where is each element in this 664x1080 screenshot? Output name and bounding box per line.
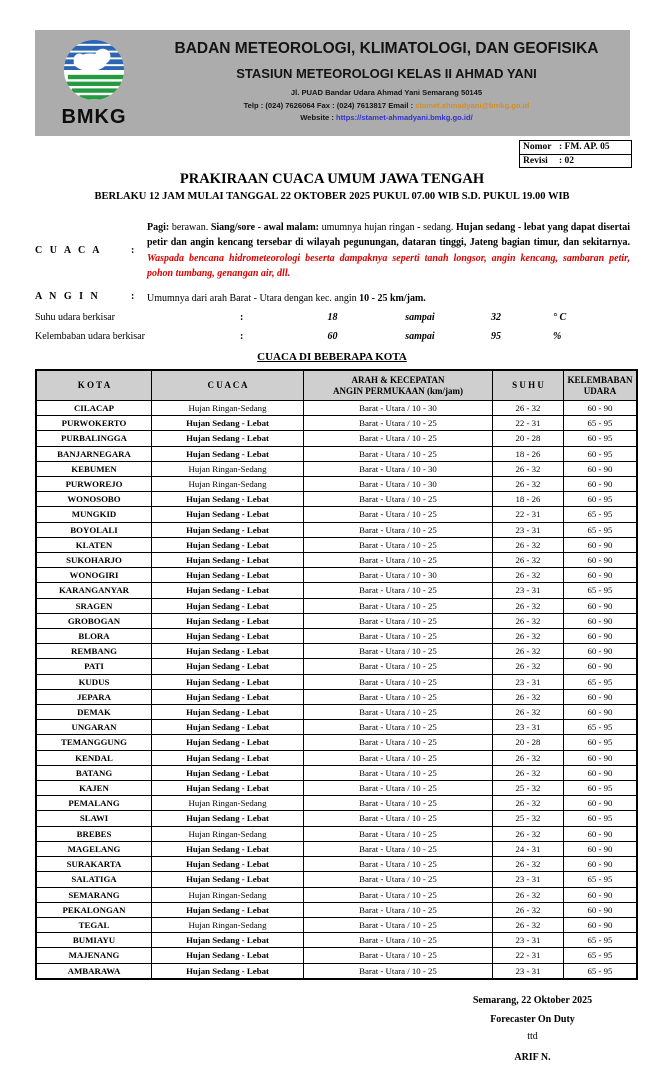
rh-cell: 60 - 95 bbox=[564, 811, 638, 826]
website-prefix: Website : bbox=[300, 113, 337, 122]
cuaca-cell: Hujan Sedang - Lebat bbox=[152, 537, 304, 552]
suhu-cell: 26 - 32 bbox=[493, 765, 564, 780]
rh-max: 95 bbox=[491, 331, 501, 342]
kota-cell: SALATIGA bbox=[36, 872, 152, 887]
angin-cell: Barat - Utara / 10 - 25 bbox=[304, 750, 493, 765]
suhu-cell: 24 - 31 bbox=[493, 841, 564, 856]
kota-cell: BLORA bbox=[36, 629, 152, 644]
angin-cell: Barat - Utara / 10 - 25 bbox=[304, 796, 493, 811]
suhu-cell: 26 - 32 bbox=[493, 689, 564, 704]
rh-range-label: Kelembaban udara berkisar bbox=[35, 331, 145, 342]
suhu-colon: : bbox=[240, 312, 244, 323]
kota-cell: WONOGIRI bbox=[36, 568, 152, 583]
email-link[interactable]: stamet.ahmadyani@bmkg.go.id bbox=[415, 101, 530, 110]
angin-cell: Barat - Utara / 10 - 25 bbox=[304, 781, 493, 796]
kota-cell: PEKALONGAN bbox=[36, 902, 152, 917]
kota-cell: BUMIAYU bbox=[36, 933, 152, 948]
kota-cell: KLATEN bbox=[36, 537, 152, 552]
cuaca-cell: Hujan Sedang - Lebat bbox=[152, 735, 304, 750]
cuaca-cell: Hujan Sedang - Lebat bbox=[152, 416, 304, 431]
angin-cell: Barat - Utara / 10 - 25 bbox=[304, 917, 493, 932]
rh-cell: 60 - 95 bbox=[564, 446, 638, 461]
header-rh-line2: UDARA bbox=[583, 385, 617, 396]
angin-cell: Barat - Utara / 10 - 25 bbox=[304, 887, 493, 902]
kota-cell: KAJEN bbox=[36, 781, 152, 796]
revisi-value: : 02 bbox=[559, 155, 575, 166]
rh-cell: 60 - 95 bbox=[564, 735, 638, 750]
cuaca-colon: : bbox=[131, 245, 135, 257]
rh-cell: 65 - 95 bbox=[564, 416, 638, 431]
suhu-cell: 23 - 31 bbox=[493, 933, 564, 948]
cuaca-cell: Hujan Sedang - Lebat bbox=[152, 507, 304, 522]
nomor-label: Nomor bbox=[523, 142, 552, 152]
cuaca-cell: Hujan Ringan-Sedang bbox=[152, 796, 304, 811]
table-row bbox=[36, 781, 637, 796]
table-row bbox=[36, 735, 637, 750]
rh-cell: 65 - 95 bbox=[564, 933, 638, 948]
angin-cell: Barat - Utara / 10 - 25 bbox=[304, 446, 493, 461]
rh-cell: 65 - 95 bbox=[564, 963, 638, 979]
suhu-cell: 18 - 26 bbox=[493, 492, 564, 507]
bmkg-logo-text: BMKG bbox=[61, 106, 127, 128]
kota-cell: PURWOREJO bbox=[36, 477, 152, 492]
table-row bbox=[36, 765, 637, 780]
header-angin bbox=[304, 370, 493, 401]
kota-cell: SUKOHARJO bbox=[36, 553, 152, 568]
suhu-cell: 26 - 32 bbox=[493, 705, 564, 720]
suhu-cell: 26 - 32 bbox=[493, 644, 564, 659]
rh-cell: 60 - 90 bbox=[564, 553, 638, 568]
table-row bbox=[36, 887, 637, 902]
suhu-min: 18 bbox=[327, 312, 338, 323]
kota-cell: KARANGANYAR bbox=[36, 583, 152, 598]
station-address: Jl. PUAD Bandar Udara Ahmad Yani Semarang 50145 bbox=[290, 88, 483, 97]
angin-cell: Barat - Utara / 10 - 30 bbox=[304, 477, 493, 492]
angin-cell: Barat - Utara / 10 - 25 bbox=[304, 872, 493, 887]
suhu-cell: 26 - 32 bbox=[493, 553, 564, 568]
rh-cell: 60 - 90 bbox=[564, 644, 638, 659]
rh-cell: 60 - 90 bbox=[564, 857, 638, 872]
kota-cell: AMBARAWA bbox=[36, 963, 152, 979]
suhu-cell: 26 - 32 bbox=[493, 629, 564, 644]
revisi-label: Revisi bbox=[523, 155, 548, 166]
angin-section bbox=[35, 291, 630, 306]
table-row bbox=[36, 902, 637, 917]
cuaca-cell: Hujan Sedang - Lebat bbox=[152, 492, 304, 507]
table-row bbox=[36, 948, 637, 963]
kota-cell: PEMALANG bbox=[36, 796, 152, 811]
rh-sampai: sampai bbox=[405, 331, 435, 342]
angin-cell: Barat - Utara / 10 - 25 bbox=[304, 644, 493, 659]
kota-cell: WONOSOBO bbox=[36, 492, 152, 507]
place-date: Semarang, 22 Oktober 2025 bbox=[472, 995, 593, 1006]
table-row bbox=[36, 857, 637, 872]
rh-cell: 60 - 95 bbox=[564, 431, 638, 446]
cuaca-cell: Hujan Sedang - Lebat bbox=[152, 902, 304, 917]
cuaca-cell: Hujan Sedang - Lebat bbox=[152, 613, 304, 628]
table-header-row bbox=[36, 370, 637, 401]
angin-text-normal: Umumnya dari arah Barat - Utara dengan kec. angin bbox=[147, 293, 360, 304]
letterhead bbox=[35, 30, 630, 136]
suhu-cell: 26 - 32 bbox=[493, 659, 564, 674]
cuaca-siang-label: Siang/sore - awal malam: bbox=[210, 222, 319, 233]
rh-min: 60 bbox=[327, 331, 338, 342]
nomor-row bbox=[520, 141, 631, 155]
table-row bbox=[36, 477, 637, 492]
suhu-cell: 26 - 32 bbox=[493, 857, 564, 872]
suhu-max: 32 bbox=[491, 312, 501, 323]
kota-cell: MUNGKID bbox=[36, 507, 152, 522]
nomor-value: : FM. AP. 05 bbox=[559, 142, 610, 152]
suhu-cell: 25 - 32 bbox=[493, 781, 564, 796]
rh-cell: 60 - 90 bbox=[564, 613, 638, 628]
header-angin-line1: ARAH & KECEPATAN bbox=[351, 374, 445, 385]
cuaca-cell: Hujan Sedang - Lebat bbox=[152, 705, 304, 720]
kota-cell: KEBUMEN bbox=[36, 461, 152, 476]
angin-cell: Barat - Utara / 10 - 25 bbox=[304, 705, 493, 720]
bmkg-logo-icon bbox=[63, 39, 125, 106]
kota-cell: MAGELANG bbox=[36, 841, 152, 856]
city-forecast-table bbox=[35, 369, 638, 980]
cuaca-text bbox=[147, 220, 630, 281]
cuaca-cell: Hujan Sedang - Lebat bbox=[152, 598, 304, 613]
angin-cell: Barat - Utara / 10 - 25 bbox=[304, 492, 493, 507]
suhu-cell: 26 - 32 bbox=[493, 750, 564, 765]
angin-cell: Barat - Utara / 10 - 25 bbox=[304, 841, 493, 856]
table-row bbox=[36, 689, 637, 704]
cuaca-cell: Hujan Sedang - Lebat bbox=[152, 872, 304, 887]
angin-cell: Barat - Utara / 10 - 25 bbox=[304, 431, 493, 446]
cuaca-label: C U A C A bbox=[35, 245, 102, 257]
kota-cell: SEMARANG bbox=[36, 887, 152, 902]
suhu-cell: 26 - 32 bbox=[493, 598, 564, 613]
kota-cell: PATI bbox=[36, 659, 152, 674]
suhu-cell: 26 - 32 bbox=[493, 887, 564, 902]
station-name: STASIUN METEOROLOGI KELAS II AHMAD YANI bbox=[236, 66, 537, 81]
angin-cell: Barat - Utara / 10 - 25 bbox=[304, 826, 493, 841]
cuaca-cell: Hujan Sedang - Lebat bbox=[152, 811, 304, 826]
table-row bbox=[36, 537, 637, 552]
rh-cell: 60 - 90 bbox=[564, 537, 638, 552]
cuaca-cell: Hujan Sedang - Lebat bbox=[152, 765, 304, 780]
rh-cell: 60 - 90 bbox=[564, 629, 638, 644]
table-row bbox=[36, 644, 637, 659]
angin-colon: : bbox=[131, 291, 135, 302]
suhu-cell: 26 - 32 bbox=[493, 401, 564, 416]
cuaca-cell: Hujan Sedang - Lebat bbox=[152, 583, 304, 598]
rh-cell: 60 - 90 bbox=[564, 826, 638, 841]
kota-cell: BATANG bbox=[36, 765, 152, 780]
contact-line bbox=[153, 101, 620, 110]
kota-cell: TEGAL bbox=[36, 917, 152, 932]
cuaca-cell: Hujan Sedang - Lebat bbox=[152, 720, 304, 735]
kota-cell: PURWOKERTO bbox=[36, 416, 152, 431]
suhu-cell: 23 - 31 bbox=[493, 522, 564, 537]
rh-cell: 65 - 95 bbox=[564, 720, 638, 735]
suhu-cell: 23 - 31 bbox=[493, 583, 564, 598]
header-suhu: S U H U bbox=[493, 370, 564, 401]
cuaca-cell: Hujan Sedang - Lebat bbox=[152, 689, 304, 704]
kota-cell: REMBANG bbox=[36, 644, 152, 659]
table-row bbox=[36, 629, 637, 644]
suhu-cell: 26 - 32 bbox=[493, 537, 564, 552]
table-row bbox=[36, 872, 637, 887]
validity-line: BERLAKU 12 JAM MULAI TANGGAL 22 OKTOBER 2025 PUKUL 07.00 WIB S.D. PUKUL 19.00 WIB bbox=[94, 191, 570, 202]
cuaca-cell: Hujan Sedang - Lebat bbox=[152, 568, 304, 583]
rh-cell: 60 - 90 bbox=[564, 902, 638, 917]
cuaca-cell: Hujan Sedang - Lebat bbox=[152, 750, 304, 765]
rh-cell: 60 - 90 bbox=[564, 750, 638, 765]
cuaca-cell: Hujan Sedang - Lebat bbox=[152, 933, 304, 948]
suhu-cell: 25 - 32 bbox=[493, 811, 564, 826]
table-row bbox=[36, 583, 637, 598]
kota-cell: TEMANGGUNG bbox=[36, 735, 152, 750]
suhu-cell: 26 - 32 bbox=[493, 826, 564, 841]
table-row bbox=[36, 492, 637, 507]
rh-cell: 65 - 95 bbox=[564, 507, 638, 522]
cuaca-pagi-label: Pagi: bbox=[147, 222, 170, 233]
header-rh-line1: KELEMBABAN bbox=[567, 374, 633, 385]
angin-cell: Barat - Utara / 10 - 30 bbox=[304, 568, 493, 583]
kota-cell: BOYOLALI bbox=[36, 522, 152, 537]
angin-label: A N G I N bbox=[35, 291, 101, 302]
suhu-cell: 26 - 32 bbox=[493, 477, 564, 492]
table-row bbox=[36, 811, 637, 826]
cuaca-bold-text: Hujan sedang - lebat yang dapat disertai petir dan angin kencang tersebar di wilayah pegunungan, dataran tinggi, Jateng bagian timur, dan sekitarnya. bbox=[147, 222, 630, 249]
kota-cell: BREBES bbox=[36, 826, 152, 841]
humidity-range-row bbox=[35, 331, 630, 342]
rh-cell: 60 - 90 bbox=[564, 598, 638, 613]
kota-cell: SLAWI bbox=[36, 811, 152, 826]
kota-cell: PURBALINGGA bbox=[36, 431, 152, 446]
angin-text-bold: 10 - 25 km/jam. bbox=[359, 293, 426, 304]
suhu-cell: 20 - 28 bbox=[493, 735, 564, 750]
revisi-row bbox=[520, 155, 631, 168]
kota-cell: MAJENANG bbox=[36, 948, 152, 963]
signature-mark: ttd bbox=[527, 1031, 538, 1042]
table-row bbox=[36, 796, 637, 811]
rh-cell: 60 - 90 bbox=[564, 477, 638, 492]
cuaca-siang-text: umumnya hujan ringan - sedang. bbox=[319, 222, 456, 233]
suhu-cell: 22 - 31 bbox=[493, 507, 564, 522]
rh-colon: : bbox=[240, 331, 244, 342]
cuaca-cell: Hujan Ringan-Sedang bbox=[152, 477, 304, 492]
angin-cell: Barat - Utara / 10 - 25 bbox=[304, 613, 493, 628]
angin-cell: Barat - Utara / 10 - 25 bbox=[304, 522, 493, 537]
table-row bbox=[36, 522, 637, 537]
cuaca-cell: Hujan Sedang - Lebat bbox=[152, 781, 304, 796]
angin-cell: Barat - Utara / 10 - 25 bbox=[304, 674, 493, 689]
cuaca-cell: Hujan Ringan-Sedang bbox=[152, 401, 304, 416]
rh-cell: 65 - 95 bbox=[564, 583, 638, 598]
suhu-cell: 20 - 28 bbox=[493, 431, 564, 446]
cuaca-cell: Hujan Sedang - Lebat bbox=[152, 431, 304, 446]
cuaca-cell: Hujan Sedang - Lebat bbox=[152, 841, 304, 856]
suhu-cell: 23 - 31 bbox=[493, 720, 564, 735]
table-row bbox=[36, 553, 637, 568]
website-link[interactable]: https://stamet-ahmadyani.bmkg.go.id/ bbox=[336, 113, 473, 122]
angin-text bbox=[147, 291, 630, 306]
form-number-box bbox=[519, 140, 632, 168]
rh-cell: 60 - 90 bbox=[564, 689, 638, 704]
cuaca-cell: Hujan Ringan-Sedang bbox=[152, 917, 304, 932]
table-row bbox=[36, 841, 637, 856]
kota-cell: JEPARA bbox=[36, 689, 152, 704]
contact-prefix: Telp : (024) 7626064 Fax : (024) 7613817 Email : bbox=[243, 101, 416, 110]
cuaca-cell: Hujan Sedang - Lebat bbox=[152, 857, 304, 872]
rh-cell: 60 - 95 bbox=[564, 492, 638, 507]
header-cuaca: C U A C A bbox=[152, 370, 304, 401]
rh-cell: 60 - 90 bbox=[564, 401, 638, 416]
angin-cell: Barat - Utara / 10 - 30 bbox=[304, 461, 493, 476]
cuaca-cell: Hujan Sedang - Lebat bbox=[152, 629, 304, 644]
table-row bbox=[36, 568, 637, 583]
table-row bbox=[36, 917, 637, 932]
angin-cell: Barat - Utara / 10 - 25 bbox=[304, 963, 493, 979]
rh-cell: 60 - 90 bbox=[564, 841, 638, 856]
kota-cell: SURAKARTA bbox=[36, 857, 152, 872]
suhu-cell: 26 - 32 bbox=[493, 917, 564, 932]
rh-cell: 60 - 90 bbox=[564, 461, 638, 476]
kota-cell: SRAGEN bbox=[36, 598, 152, 613]
rh-cell: 60 - 90 bbox=[564, 765, 638, 780]
angin-cell: Barat - Utara / 10 - 25 bbox=[304, 553, 493, 568]
rh-cell: 60 - 90 bbox=[564, 705, 638, 720]
angin-cell: Barat - Utara / 10 - 25 bbox=[304, 735, 493, 750]
suhu-cell: 22 - 31 bbox=[493, 416, 564, 431]
table-row bbox=[36, 446, 637, 461]
angin-cell: Barat - Utara / 10 - 25 bbox=[304, 507, 493, 522]
cuaca-cell: Hujan Sedang - Lebat bbox=[152, 948, 304, 963]
cuaca-cell: Hujan Sedang - Lebat bbox=[152, 446, 304, 461]
rh-cell: 60 - 90 bbox=[564, 659, 638, 674]
signature-block bbox=[430, 995, 635, 1063]
table-row bbox=[36, 659, 637, 674]
cuaca-cell: Hujan Sedang - Lebat bbox=[152, 659, 304, 674]
table-row bbox=[36, 826, 637, 841]
suhu-sampai: sampai bbox=[405, 312, 435, 323]
suhu-cell: 22 - 31 bbox=[493, 948, 564, 963]
angin-cell: Barat - Utara / 10 - 25 bbox=[304, 629, 493, 644]
website-line bbox=[153, 113, 620, 122]
suhu-range-label: Suhu udara berkisar bbox=[35, 312, 115, 323]
suhu-cell: 23 - 31 bbox=[493, 674, 564, 689]
angin-cell: Barat - Utara / 10 - 25 bbox=[304, 857, 493, 872]
cuaca-cell: Hujan Sedang - Lebat bbox=[152, 644, 304, 659]
cuaca-section bbox=[35, 220, 630, 281]
rh-cell: 65 - 95 bbox=[564, 522, 638, 537]
kota-cell: KENDAL bbox=[36, 750, 152, 765]
angin-cell: Barat - Utara / 10 - 25 bbox=[304, 659, 493, 674]
kota-cell: BANJARNEGARA bbox=[36, 446, 152, 461]
suhu-cell: 26 - 32 bbox=[493, 902, 564, 917]
table-section-title: CUACA DI BEBERAPA KOTA bbox=[257, 351, 407, 363]
rh-cell: 60 - 90 bbox=[564, 796, 638, 811]
header-kota: K O T A bbox=[36, 370, 152, 401]
cuaca-cell: Hujan Sedang - Lebat bbox=[152, 522, 304, 537]
angin-cell: Barat - Utara / 10 - 25 bbox=[304, 598, 493, 613]
suhu-unit: ° C bbox=[553, 312, 567, 323]
table-row bbox=[36, 674, 637, 689]
suhu-range-row bbox=[35, 312, 630, 323]
angin-cell: Barat - Utara / 10 - 25 bbox=[304, 689, 493, 704]
cuaca-cell: Hujan Ringan-Sedang bbox=[152, 826, 304, 841]
table-row bbox=[36, 461, 637, 476]
angin-cell: Barat - Utara / 10 - 25 bbox=[304, 720, 493, 735]
suhu-cell: 18 - 26 bbox=[493, 446, 564, 461]
cuaca-cell: Hujan Sedang - Lebat bbox=[152, 553, 304, 568]
table-row bbox=[36, 598, 637, 613]
table-row bbox=[36, 401, 637, 416]
kota-cell: CILACAP bbox=[36, 401, 152, 416]
forecaster-role: Forecaster On Duty bbox=[490, 1014, 575, 1025]
header-angin-line2: ANGIN PERMUKAAN (km/jam) bbox=[333, 385, 463, 396]
suhu-cell: 26 - 32 bbox=[493, 796, 564, 811]
table-row bbox=[36, 750, 637, 765]
suhu-cell: 23 - 31 bbox=[493, 963, 564, 979]
table-row bbox=[36, 416, 637, 431]
forecaster-name: ARIF N. bbox=[514, 1052, 551, 1063]
table-row bbox=[36, 705, 637, 720]
cuaca-warning-text: Waspada bencana hidrometeorologi beserta dampaknya seperti tanah longsor, angin kencang, sambaran petir, pohon tumbang, genangan air, dll. bbox=[147, 252, 630, 279]
kota-cell: GROBOGAN bbox=[36, 613, 152, 628]
rh-cell: 60 - 90 bbox=[564, 887, 638, 902]
cuaca-cell: Hujan Ringan-Sedang bbox=[152, 887, 304, 902]
cuaca-cell: Hujan Sedang - Lebat bbox=[152, 963, 304, 979]
bmkg-logo bbox=[35, 30, 153, 129]
angin-cell: Barat - Utara / 10 - 25 bbox=[304, 811, 493, 826]
angin-cell: Barat - Utara / 10 - 25 bbox=[304, 933, 493, 948]
kota-cell: UNGARAN bbox=[36, 720, 152, 735]
rh-cell: 60 - 95 bbox=[564, 781, 638, 796]
angin-cell: Barat - Utara / 10 - 25 bbox=[304, 537, 493, 552]
rh-cell: 65 - 95 bbox=[564, 674, 638, 689]
angin-cell: Barat - Utara / 10 - 25 bbox=[304, 583, 493, 598]
rh-unit: % bbox=[553, 331, 562, 342]
rh-cell: 65 - 95 bbox=[564, 948, 638, 963]
suhu-cell: 26 - 32 bbox=[493, 613, 564, 628]
table-row bbox=[36, 613, 637, 628]
cuaca-cell: Hujan Sedang - Lebat bbox=[152, 674, 304, 689]
suhu-cell: 23 - 31 bbox=[493, 872, 564, 887]
header-rh bbox=[564, 370, 638, 401]
angin-cell: Barat - Utara / 10 - 25 bbox=[304, 765, 493, 780]
cuaca-cell: Hujan Ringan-Sedang bbox=[152, 461, 304, 476]
rh-cell: 65 - 95 bbox=[564, 872, 638, 887]
rh-cell: 60 - 90 bbox=[564, 917, 638, 932]
suhu-cell: 26 - 32 bbox=[493, 461, 564, 476]
angin-cell: Barat - Utara / 10 - 30 bbox=[304, 401, 493, 416]
table-row bbox=[36, 431, 637, 446]
rh-cell: 60 - 90 bbox=[564, 568, 638, 583]
kota-cell: KUDUS bbox=[36, 674, 152, 689]
angin-cell: Barat - Utara / 10 - 25 bbox=[304, 416, 493, 431]
agency-name: BADAN METEOROLOGI, KLIMATOLOGI, DAN GEOFISIKA bbox=[174, 40, 599, 57]
page-title: PRAKIRAAN CUACA UMUM JAWA TENGAH bbox=[179, 171, 485, 187]
table-row bbox=[36, 507, 637, 522]
cuaca-pagi-text: berawan. bbox=[169, 222, 211, 233]
suhu-cell: 26 - 32 bbox=[493, 568, 564, 583]
angin-cell: Barat - Utara / 10 - 25 bbox=[304, 902, 493, 917]
table-row bbox=[36, 720, 637, 735]
table-row bbox=[36, 963, 637, 979]
kota-cell: DEMAK bbox=[36, 705, 152, 720]
angin-cell: Barat - Utara / 10 - 25 bbox=[304, 948, 493, 963]
table-row bbox=[36, 933, 637, 948]
